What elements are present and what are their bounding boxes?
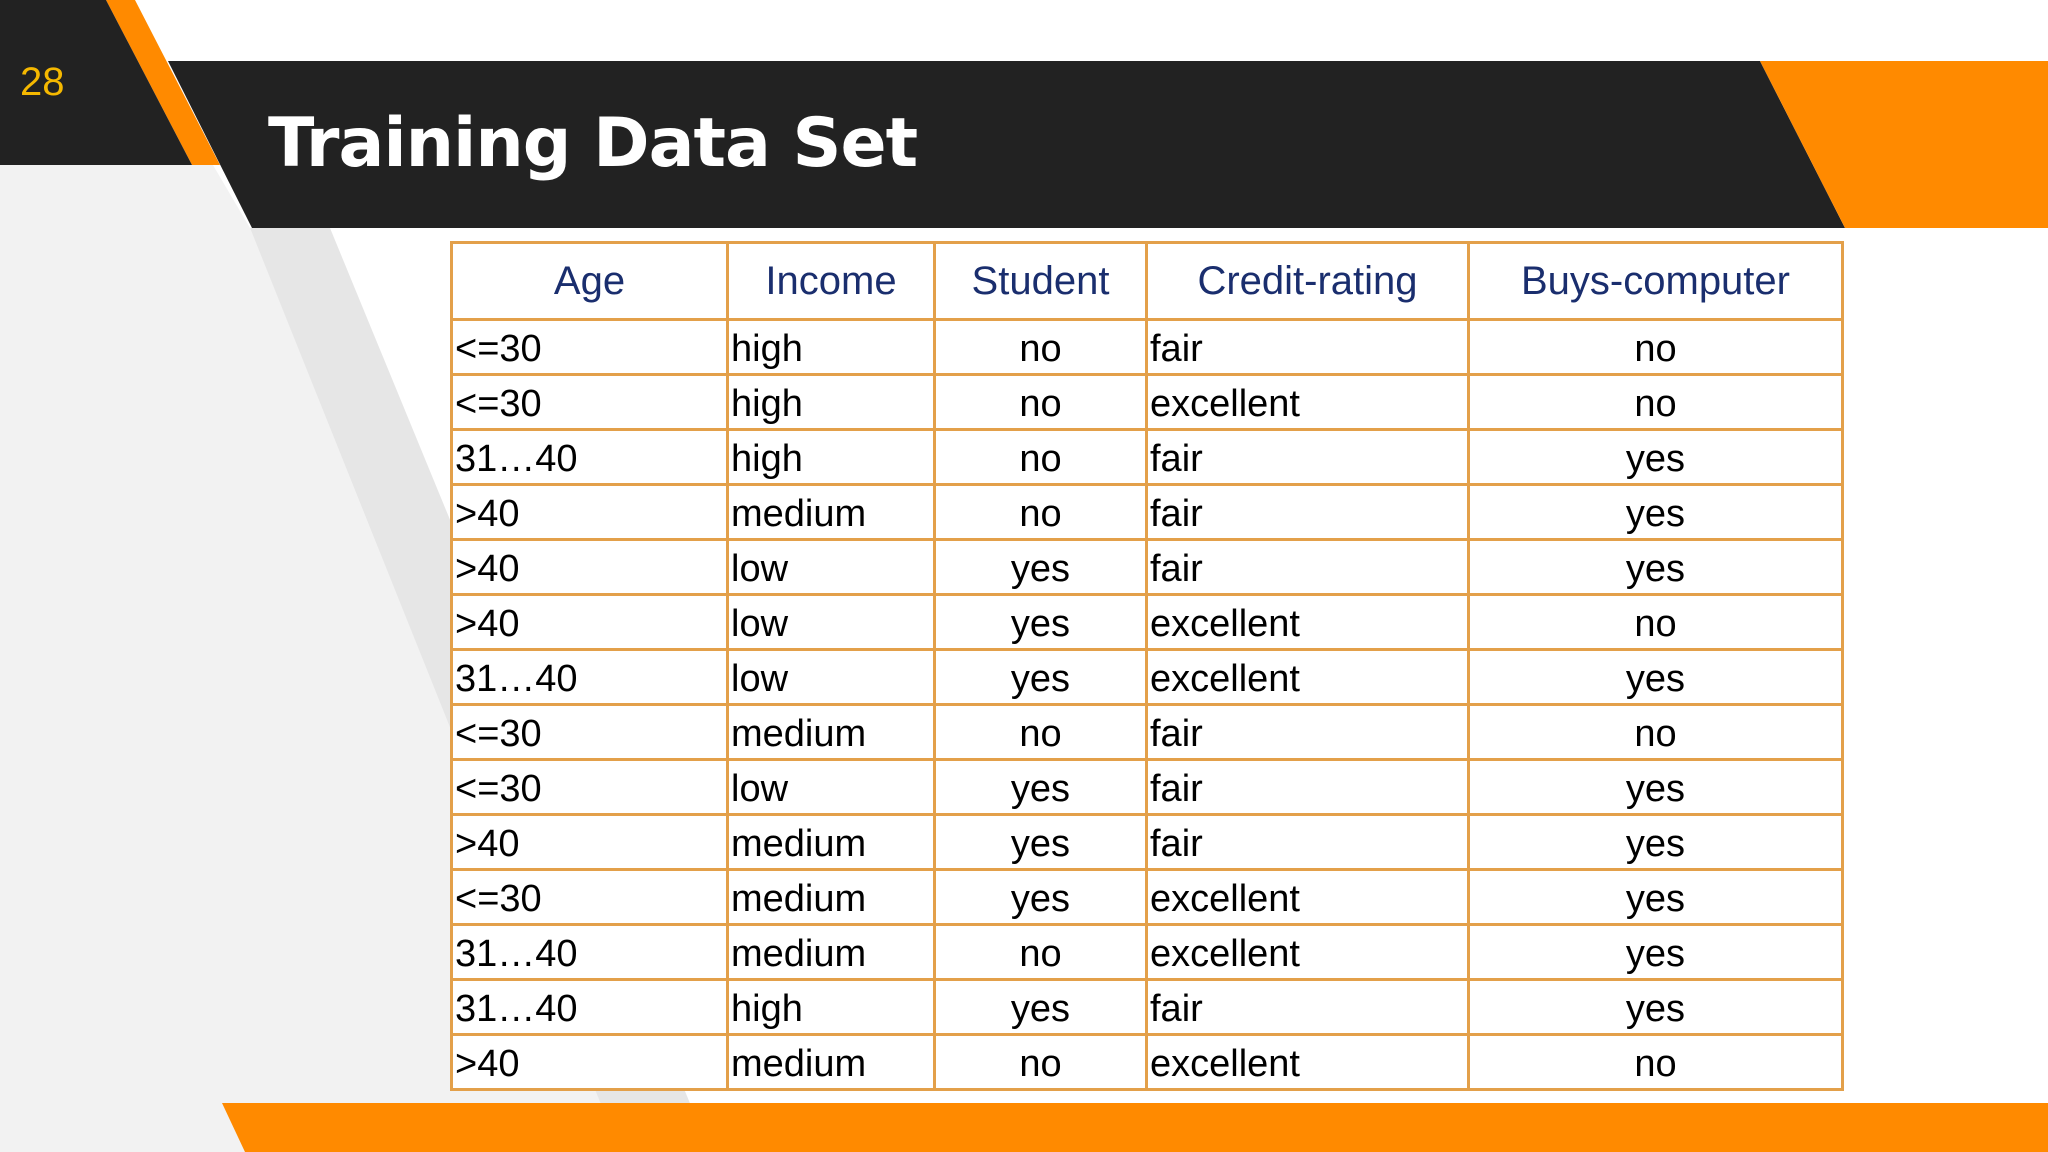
cell-credit-rating: fair bbox=[1147, 980, 1469, 1035]
cell-income: medium bbox=[728, 705, 935, 760]
cell-buys-computer: no bbox=[1469, 1035, 1843, 1090]
cell-age: >40 bbox=[452, 595, 728, 650]
cell-credit-rating: fair bbox=[1147, 815, 1469, 870]
cell-credit-rating: excellent bbox=[1147, 650, 1469, 705]
cell-age: >40 bbox=[452, 815, 728, 870]
table-body bbox=[452, 320, 1843, 1090]
cell-buys-computer: yes bbox=[1469, 430, 1843, 485]
cell-age: 31…40 bbox=[452, 980, 728, 1035]
cell-credit-rating: excellent bbox=[1147, 870, 1469, 925]
table-row bbox=[452, 320, 1843, 375]
cell-student: yes bbox=[935, 540, 1147, 595]
header-student: Student bbox=[935, 243, 1147, 320]
cell-credit-rating: fair bbox=[1147, 485, 1469, 540]
cell-age: >40 bbox=[452, 485, 728, 540]
cell-credit-rating: excellent bbox=[1147, 1035, 1469, 1090]
cell-buys-computer: yes bbox=[1469, 925, 1843, 980]
cell-student: no bbox=[935, 375, 1147, 430]
cell-student: no bbox=[935, 705, 1147, 760]
cell-credit-rating: fair bbox=[1147, 705, 1469, 760]
cell-age: 31…40 bbox=[452, 650, 728, 705]
cell-income: high bbox=[728, 375, 935, 430]
cell-income: medium bbox=[728, 870, 935, 925]
cell-student: yes bbox=[935, 760, 1147, 815]
cell-income: medium bbox=[728, 815, 935, 870]
cell-student: yes bbox=[935, 980, 1147, 1035]
cell-income: medium bbox=[728, 925, 935, 980]
cell-buys-computer: yes bbox=[1469, 815, 1843, 870]
cell-credit-rating: excellent bbox=[1147, 375, 1469, 430]
cell-age: <=30 bbox=[452, 705, 728, 760]
cell-income: low bbox=[728, 760, 935, 815]
cell-student: no bbox=[935, 430, 1147, 485]
table-row bbox=[452, 485, 1843, 540]
cell-credit-rating: fair bbox=[1147, 540, 1469, 595]
table-row bbox=[452, 540, 1843, 595]
cell-income: high bbox=[728, 980, 935, 1035]
cell-student: yes bbox=[935, 650, 1147, 705]
cell-income: high bbox=[728, 430, 935, 485]
header-income: Income bbox=[728, 243, 935, 320]
cell-student: no bbox=[935, 925, 1147, 980]
table-row bbox=[452, 815, 1843, 870]
cell-buys-computer: yes bbox=[1469, 760, 1843, 815]
table-row bbox=[452, 925, 1843, 980]
cell-buys-computer: no bbox=[1469, 320, 1843, 375]
slide-title: Training Data Set bbox=[268, 104, 918, 183]
cell-income: medium bbox=[728, 1035, 935, 1090]
cell-age: <=30 bbox=[452, 320, 728, 375]
table-row bbox=[452, 980, 1843, 1035]
cell-credit-rating: excellent bbox=[1147, 925, 1469, 980]
cell-credit-rating: fair bbox=[1147, 320, 1469, 375]
cell-age: 31…40 bbox=[452, 925, 728, 980]
cell-buys-computer: yes bbox=[1469, 980, 1843, 1035]
cell-credit-rating: fair bbox=[1147, 430, 1469, 485]
cell-income: medium bbox=[728, 485, 935, 540]
cell-student: yes bbox=[935, 815, 1147, 870]
table-row bbox=[452, 870, 1843, 925]
table-row bbox=[452, 650, 1843, 705]
cell-buys-computer: yes bbox=[1469, 650, 1843, 705]
cell-income: high bbox=[728, 320, 935, 375]
header-row bbox=[452, 243, 1843, 320]
table-row bbox=[452, 375, 1843, 430]
cell-student: no bbox=[935, 320, 1147, 375]
cell-buys-computer: no bbox=[1469, 595, 1843, 650]
cell-income: low bbox=[728, 540, 935, 595]
cell-age: >40 bbox=[452, 540, 728, 595]
cell-buys-computer: no bbox=[1469, 705, 1843, 760]
header-age: Age bbox=[452, 243, 728, 320]
cell-student: yes bbox=[935, 595, 1147, 650]
cell-age: <=30 bbox=[452, 375, 728, 430]
cell-buys-computer: no bbox=[1469, 375, 1843, 430]
cell-student: no bbox=[935, 485, 1147, 540]
cell-credit-rating: fair bbox=[1147, 760, 1469, 815]
cell-income: low bbox=[728, 595, 935, 650]
cell-buys-computer: yes bbox=[1469, 870, 1843, 925]
cell-age: <=30 bbox=[452, 760, 728, 815]
cell-age: >40 bbox=[452, 1035, 728, 1090]
header-credit-rating: Credit-rating bbox=[1147, 243, 1469, 320]
training-data-table bbox=[450, 241, 1844, 1091]
table-row bbox=[452, 430, 1843, 485]
bottom-orange-bar bbox=[222, 1103, 2048, 1152]
cell-buys-computer: yes bbox=[1469, 485, 1843, 540]
cell-credit-rating: excellent bbox=[1147, 595, 1469, 650]
table-row bbox=[452, 595, 1843, 650]
cell-income: low bbox=[728, 650, 935, 705]
cell-buys-computer: yes bbox=[1469, 540, 1843, 595]
page-number: 28 bbox=[20, 60, 65, 104]
cell-age: <=30 bbox=[452, 870, 728, 925]
cell-student: yes bbox=[935, 870, 1147, 925]
table-row bbox=[452, 1035, 1843, 1090]
table-row bbox=[452, 705, 1843, 760]
cell-age: 31…40 bbox=[452, 430, 728, 485]
cell-student: no bbox=[935, 1035, 1147, 1090]
header-buys-computer: Buys-computer bbox=[1469, 243, 1843, 320]
table-row bbox=[452, 760, 1843, 815]
